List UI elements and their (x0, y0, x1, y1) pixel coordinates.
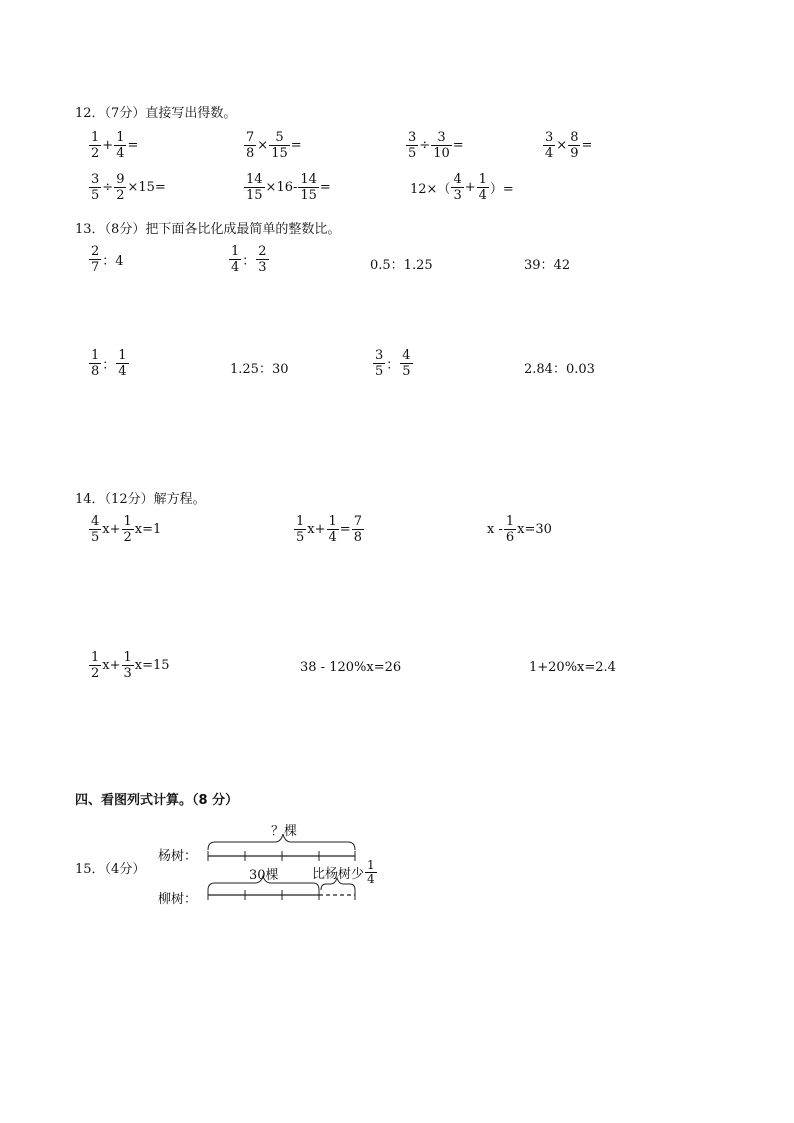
q13-ratio-2: $\frac{1}{4}$ ： $\frac{2}{3}$ (231, 244, 267, 275)
q12-expr-2: $\frac{7}{8}$ × $\frac{5}{15}$ = (246, 130, 302, 161)
less-label: 比杨树少 $\frac{1}{4}$ (312, 858, 375, 886)
liu-label: 柳树： (158, 892, 198, 907)
q13-ratio-4: 39：42 (524, 258, 571, 273)
q13-ratio-6: 1.25：30 (230, 362, 289, 377)
q14-equation-3: x - $\frac{1}{6}$ x=30 (487, 514, 552, 545)
q13-ratio-8: 2.84：0.03 (524, 362, 595, 377)
section-4-header: 四、看图列式计算。（8 分） (75, 793, 239, 808)
yang-label: 杨树： (158, 849, 198, 864)
tree-diagram (155, 820, 390, 910)
q12-expr-1: $\frac{1}{2}$ + $\frac{1}{4}$ = (91, 130, 139, 161)
q13-ratio-5: $\frac{1}{8}$ ： $\frac{1}{4}$ (91, 348, 127, 379)
q12-header: 12．（7分）直接写出得数。 (75, 106, 237, 121)
thirty-trees-label: 30棵 (249, 868, 279, 883)
q15-label: 15．（4分） (75, 862, 146, 877)
question-trees-label: ？棵 (271, 824, 298, 839)
q14-equation-6: 1+20%x=2.4 (529, 660, 616, 675)
q13-ratio-3: 0.5：1.25 (370, 258, 433, 273)
q14-header: 14．（12分）解方程。 (75, 492, 206, 507)
q12-expr-3: $\frac{3}{5}$ ÷ $\frac{3}{10}$ = (408, 130, 464, 161)
q13-ratio-1: $\frac{2}{7}$ ：4 (91, 244, 124, 275)
q12-expr-4: $\frac{3}{4}$ × $\frac{8}{9}$ = (545, 130, 593, 161)
q14-equation-1: $\frac{4}{5}$ x+ $\frac{1}{2}$ x=1 (91, 514, 162, 545)
q12-expr-5: $\frac{3}{5}$ ÷ $\frac{9}{2}$ ×15= (91, 172, 166, 203)
q12-expr-6: $\frac{14}{15}$ ×16- $\frac{14}{15}$ = (246, 172, 331, 203)
q12-expr-7: 12×（ $\frac{4}{3}$ + $\frac{1}{4}$ ）= (410, 172, 514, 203)
q14-equation-4: $\frac{1}{2}$ x+ $\frac{1}{3}$ x=15 (91, 650, 170, 681)
q13-ratio-7: $\frac{3}{5}$ ： $\frac{4}{5}$ (375, 348, 411, 379)
q14-equation-2: $\frac{1}{5}$ x+ $\frac{1}{4}$ = $\frac{7}{8}$ (296, 514, 362, 545)
q13-header: 13．（8分）把下面各比化成最简单的整数比。 (75, 222, 341, 237)
q14-equation-5: 38 - 120%x=26 (300, 660, 402, 675)
